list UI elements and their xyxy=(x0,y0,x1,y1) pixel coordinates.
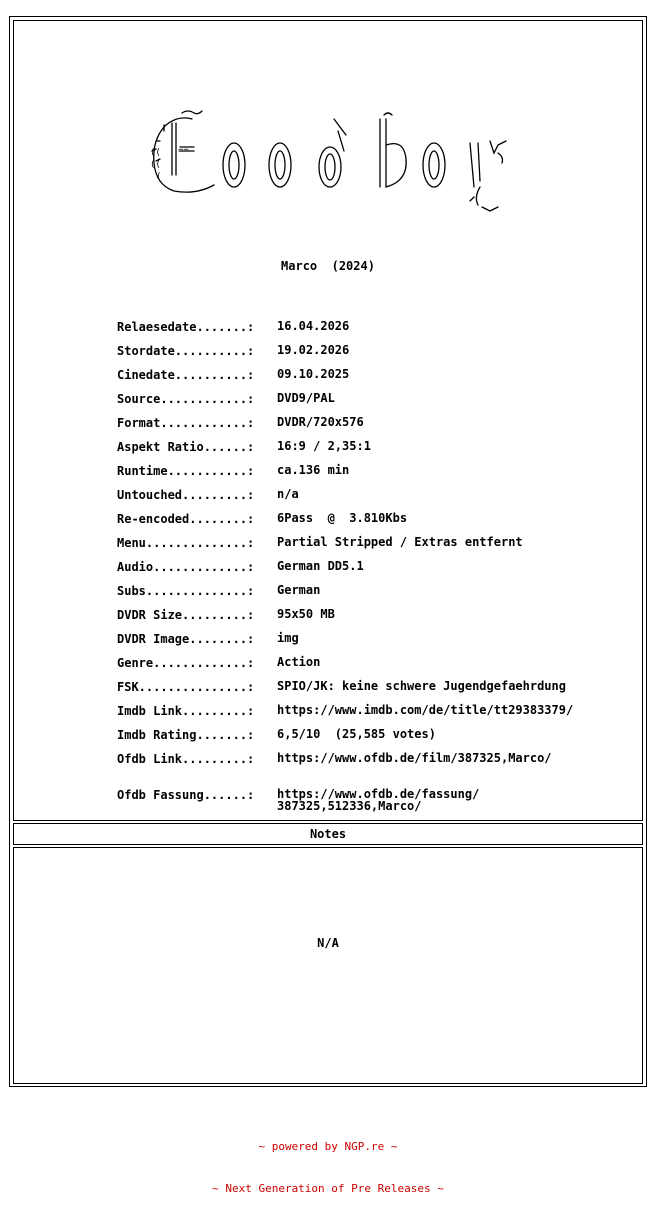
info-label: Imdb Link.........: xyxy=(117,704,255,718)
info-value: SPIO/JK: keine schwere Jugendgefaehrdung xyxy=(277,679,566,693)
info-label: Ofdb Link.........: xyxy=(117,752,255,766)
info-value: DVDR/720x576 xyxy=(277,415,364,429)
footer-powered-by: ~ powered by NGP.re ~ xyxy=(258,1140,398,1153)
info-label: Audio.............: xyxy=(117,560,255,574)
info-label: Imdb Rating.......: xyxy=(117,728,255,742)
info-value: 19.02.2026 xyxy=(277,343,350,357)
info-label: DVDR Image........: xyxy=(117,632,255,646)
info-row-ofdb-fassung xyxy=(117,787,656,823)
info-label: DVDR Size.........: xyxy=(117,608,255,622)
svg-text:(: ( xyxy=(156,172,162,182)
info-label: Aspekt Ratio......: xyxy=(117,440,255,454)
info-label: Stordate..........: xyxy=(117,344,255,358)
notes-panel xyxy=(13,847,643,1084)
info-row-menu xyxy=(117,535,656,559)
info-label: Menu..............: xyxy=(117,536,255,550)
info-row-source xyxy=(117,391,656,415)
info-row-format xyxy=(117,415,656,439)
svg-text:((: (( xyxy=(150,148,161,158)
info-value: Partial Stripped / Extras entfernt xyxy=(277,535,523,549)
info-value: 6Pass @ 3.810Kbs xyxy=(277,511,408,525)
info-value: img xyxy=(277,631,299,645)
info-row-runtime xyxy=(117,463,656,487)
info-label: Re-encoded........: xyxy=(117,512,255,526)
imdb-link[interactable]: https://www.imdb.com/de/title/tt29383379/ xyxy=(277,703,574,717)
info-label: Source............: xyxy=(117,392,255,406)
goodboy-ascii-logo xyxy=(134,101,534,221)
info-label: Relaesedate.......: xyxy=(117,320,255,334)
info-value: DVD9/PAL xyxy=(277,391,335,405)
info-value: German DD5.1 xyxy=(277,559,364,573)
info-row-dvdr-size xyxy=(117,607,656,631)
info-row-imdb-link xyxy=(117,703,656,727)
info-row-re-encoded xyxy=(117,511,656,535)
svg-text:((: (( xyxy=(150,160,161,170)
info-row-untouched xyxy=(117,487,656,511)
info-value: 16:9 / 2,35:1 xyxy=(277,439,371,453)
notes-value: N/A xyxy=(317,936,339,950)
footer-tagline: ~ Next Generation of Pre Releases ~ xyxy=(212,1182,444,1195)
info-value: 09.10.2025 xyxy=(277,367,350,381)
info-label: Runtime...........: xyxy=(117,464,255,478)
info-value: n/a xyxy=(277,487,299,501)
info-label: Ofdb Fassung......: xyxy=(117,788,255,802)
info-row-releasedate xyxy=(117,319,656,343)
info-row-stordate xyxy=(117,343,656,367)
info-label: Genre.............: xyxy=(117,656,255,670)
info-label: Cinedate..........: xyxy=(117,368,255,382)
release-info-panel xyxy=(13,20,643,821)
info-row-fsk xyxy=(117,679,656,703)
info-value: German xyxy=(277,583,321,597)
ofdb-fassung-link[interactable]: https://www.ofdb.de/fassung/ 387325,512336,Marco/ xyxy=(277,787,480,813)
info-row-ofdb-link xyxy=(117,751,656,775)
info-row-subs xyxy=(117,583,656,607)
info-row-dvdr-image xyxy=(117,631,656,655)
info-row-audio xyxy=(117,559,656,583)
info-label: FSK...............: xyxy=(117,680,255,694)
notes-header: Notes xyxy=(13,823,643,845)
svg-text:==: == xyxy=(178,146,189,156)
footer xyxy=(0,1112,656,1210)
info-value: ca.136 min xyxy=(277,463,350,477)
info-row-imdb-rating xyxy=(117,727,656,751)
info-value: Action xyxy=(277,655,321,669)
info-row-cinedate xyxy=(117,367,656,391)
info-label: Untouched.........: xyxy=(117,488,255,502)
info-value: 6,5/10 (25,585 votes) xyxy=(277,727,436,741)
info-label: Subs..............: xyxy=(117,584,255,598)
info-row-genre xyxy=(117,655,656,679)
info-value: 95x50 MB xyxy=(277,607,335,621)
info-value: 16.04.2026 xyxy=(277,319,350,333)
ofdb-link[interactable]: https://www.ofdb.de/film/387325,Marco/ xyxy=(277,751,552,765)
info-label: Format............: xyxy=(117,416,255,430)
info-row-aspect-ratio xyxy=(117,439,656,463)
release-title: Marco (2024) xyxy=(281,259,375,273)
release-info-list xyxy=(117,319,656,823)
